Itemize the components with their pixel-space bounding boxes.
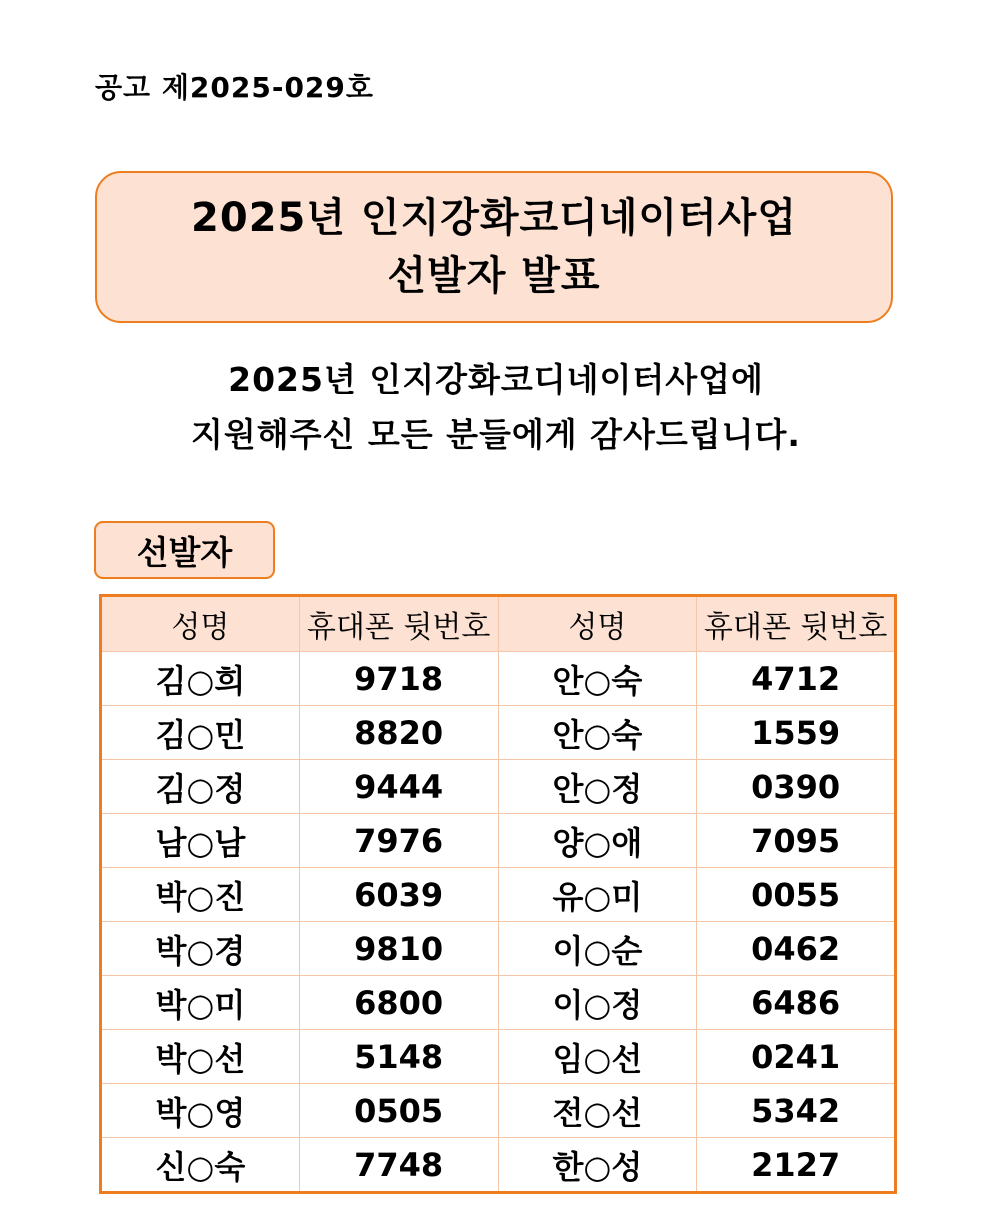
name-cell: 박○경	[101, 922, 300, 976]
page-title: 2025년 인지강화코디네이터사업	[191, 195, 797, 241]
table-row	[101, 1138, 896, 1193]
phone-cell: 6486	[697, 976, 896, 1030]
title-box	[95, 171, 893, 323]
name-cell: 박○선	[101, 1030, 300, 1084]
name-cell: 남○남	[101, 814, 300, 868]
phone-cell: 8820	[299, 706, 498, 760]
name-cell: 한○성	[498, 1138, 697, 1193]
name-cell: 전○선	[498, 1084, 697, 1138]
phone-cell: 7095	[697, 814, 896, 868]
name-cell: 안○숙	[498, 652, 697, 706]
table-row	[101, 814, 896, 868]
phone-cell: 6800	[299, 976, 498, 1030]
table-header-row	[101, 596, 896, 652]
phone-cell: 9444	[299, 760, 498, 814]
name-cell: 김○민	[101, 706, 300, 760]
phone-cell: 0390	[697, 760, 896, 814]
table-row	[101, 652, 896, 706]
table-row	[101, 868, 896, 922]
name-cell: 임○선	[498, 1030, 697, 1084]
phone-cell: 5342	[697, 1084, 896, 1138]
name-cell: 박○미	[101, 976, 300, 1030]
name-cell: 안○정	[498, 760, 697, 814]
header-name-right: 성명	[498, 596, 697, 652]
phone-cell: 0241	[697, 1030, 896, 1084]
name-cell: 안○숙	[498, 706, 697, 760]
name-cell: 박○진	[101, 868, 300, 922]
phone-cell: 7976	[299, 814, 498, 868]
name-cell: 양○애	[498, 814, 697, 868]
table-row	[101, 976, 896, 1030]
section-label: 선발자	[94, 521, 275, 579]
name-cell: 김○정	[101, 760, 300, 814]
phone-cell: 0462	[697, 922, 896, 976]
name-cell: 김○희	[101, 652, 300, 706]
page-subtitle: 선발자 발표	[387, 253, 601, 299]
thank-you-message	[0, 352, 992, 462]
table-row	[101, 922, 896, 976]
header-phone-left: 휴대폰 뒷번호	[299, 596, 498, 652]
message-line-2: 지원해주신 모든 분들에게 감사드립니다.	[191, 415, 801, 454]
phone-cell: 0505	[299, 1084, 498, 1138]
header-phone-right: 휴대폰 뒷번호	[697, 596, 896, 652]
phone-cell: 0055	[697, 868, 896, 922]
phone-cell: 9718	[299, 652, 498, 706]
table-row	[101, 1030, 896, 1084]
header-name-left: 성명	[101, 596, 300, 652]
name-cell: 유○미	[498, 868, 697, 922]
phone-cell: 2127	[697, 1138, 896, 1193]
name-cell: 신○숙	[101, 1138, 300, 1193]
phone-cell: 1559	[697, 706, 896, 760]
table-row	[101, 706, 896, 760]
winners-table	[99, 594, 897, 1194]
phone-cell: 9810	[299, 922, 498, 976]
notice-number: 공고 제2025-029호	[95, 71, 374, 104]
name-cell: 박○영	[101, 1084, 300, 1138]
message-line-1: 2025년 인지강화코디네이터사업에	[228, 360, 764, 399]
table-row	[101, 760, 896, 814]
phone-cell: 5148	[299, 1030, 498, 1084]
table-row	[101, 1084, 896, 1138]
phone-cell: 4712	[697, 652, 896, 706]
phone-cell: 6039	[299, 868, 498, 922]
name-cell: 이○정	[498, 976, 697, 1030]
name-cell: 이○순	[498, 922, 697, 976]
phone-cell: 7748	[299, 1138, 498, 1193]
